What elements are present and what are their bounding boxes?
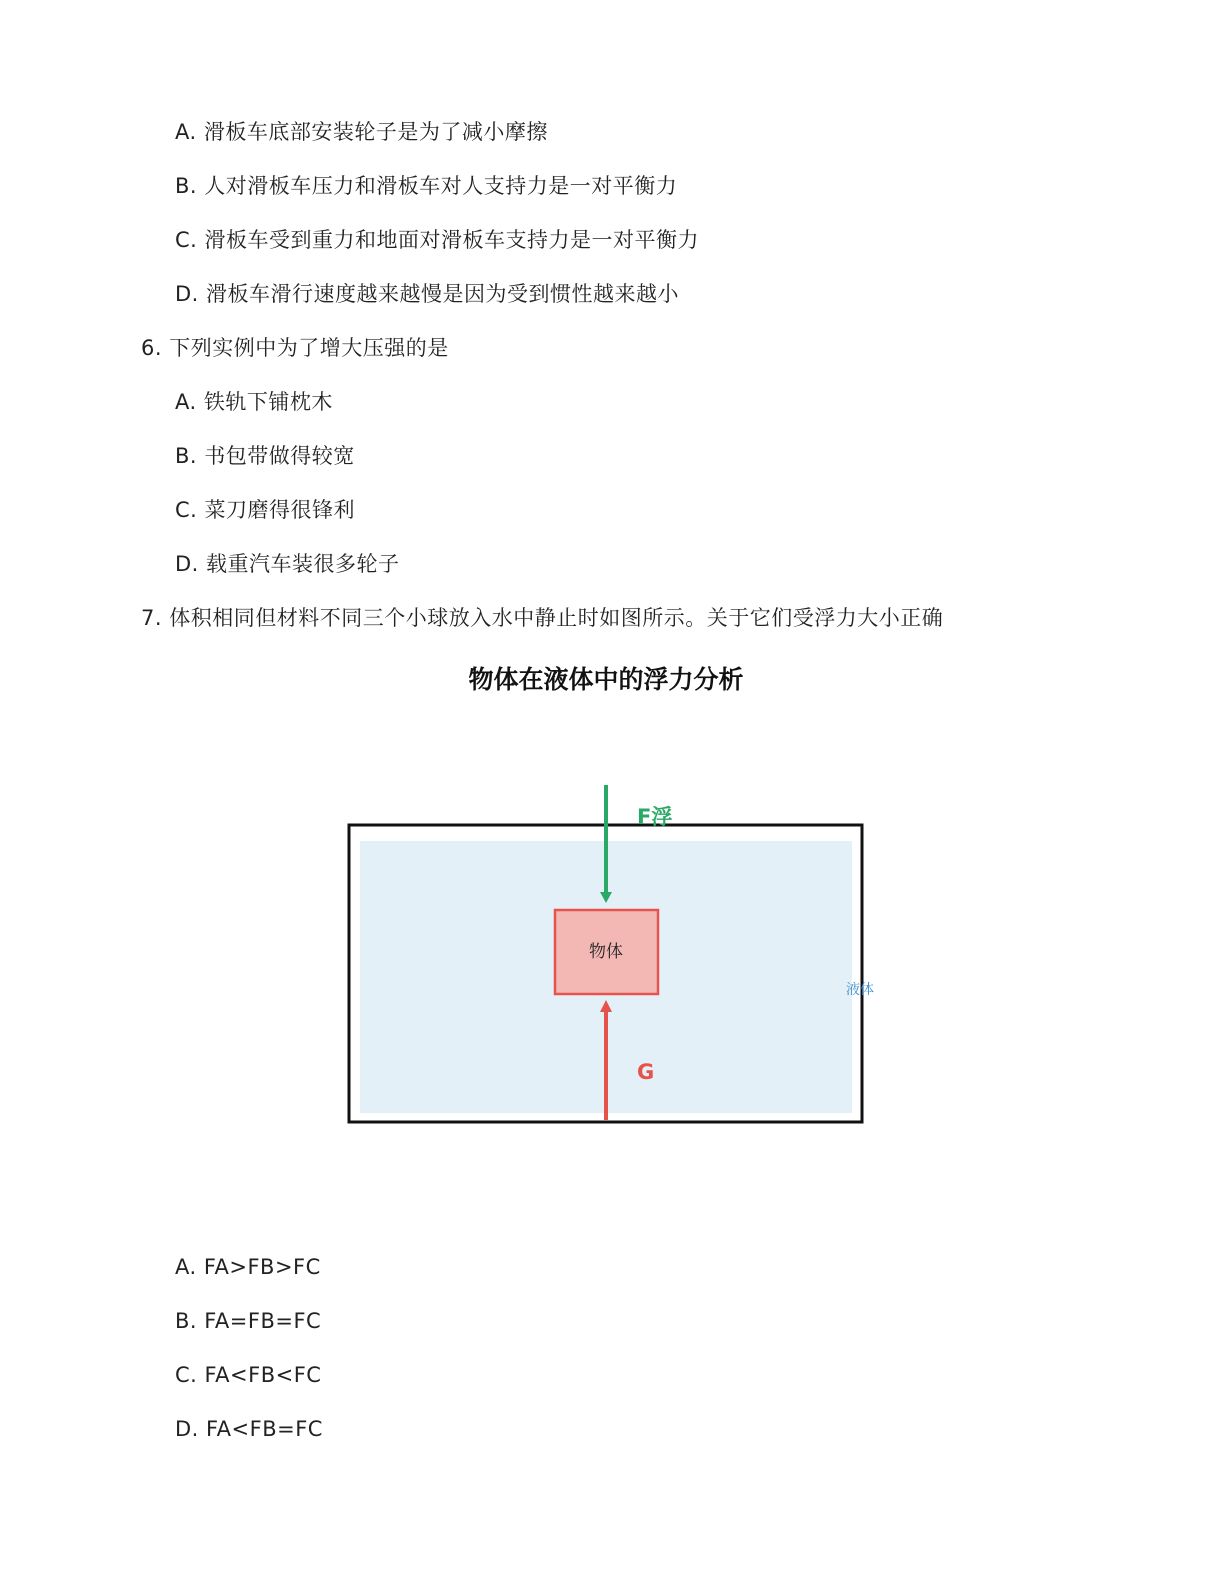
q5-option-b: B. 人对滑板车压力和滑板车对人支持力是一对平衡力 bbox=[175, 174, 678, 198]
q5-option-c: C. 滑板车受到重力和地面对滑板车支持力是一对平衡力 bbox=[175, 228, 700, 252]
q7-option-c: C. FA<FB<FC bbox=[175, 1363, 322, 1387]
gravity-label: G bbox=[637, 1060, 655, 1084]
q7-stem: 7. 体积相同但材料不同三个小球放入水中静止时如图所示。关于它们受浮力大小正确 bbox=[141, 606, 944, 630]
q7-option-a: A. FA>FB>FC bbox=[175, 1255, 321, 1279]
q6-option-d: D. 载重汽车装很多轮子 bbox=[175, 552, 400, 576]
q7-option-d: D. FA<FB=FC bbox=[175, 1417, 323, 1441]
q6-stem: 6. 下列实例中为了增大压强的是 bbox=[141, 336, 449, 360]
figure-title: 物体在液体中的浮力分析 bbox=[468, 665, 744, 694]
q7-option-b: B. FA=FB=FC bbox=[175, 1309, 322, 1333]
buoyancy-label: F浮 bbox=[637, 805, 673, 829]
q5-option-d: D. 滑板车滑行速度越来越慢是因为受到惯性越来越小 bbox=[175, 282, 680, 306]
object-label: 物体 bbox=[589, 942, 623, 962]
q5-option-a: A. 滑板车底部安装轮子是为了减小摩擦 bbox=[175, 120, 548, 144]
liquid-label: 液体 bbox=[846, 982, 874, 998]
q6-option-c: C. 菜刀磨得很锋利 bbox=[175, 498, 356, 522]
q6-option-a: A. 铁轨下铺枕木 bbox=[175, 390, 333, 414]
q6-option-b: B. 书包带做得较宽 bbox=[175, 444, 355, 468]
